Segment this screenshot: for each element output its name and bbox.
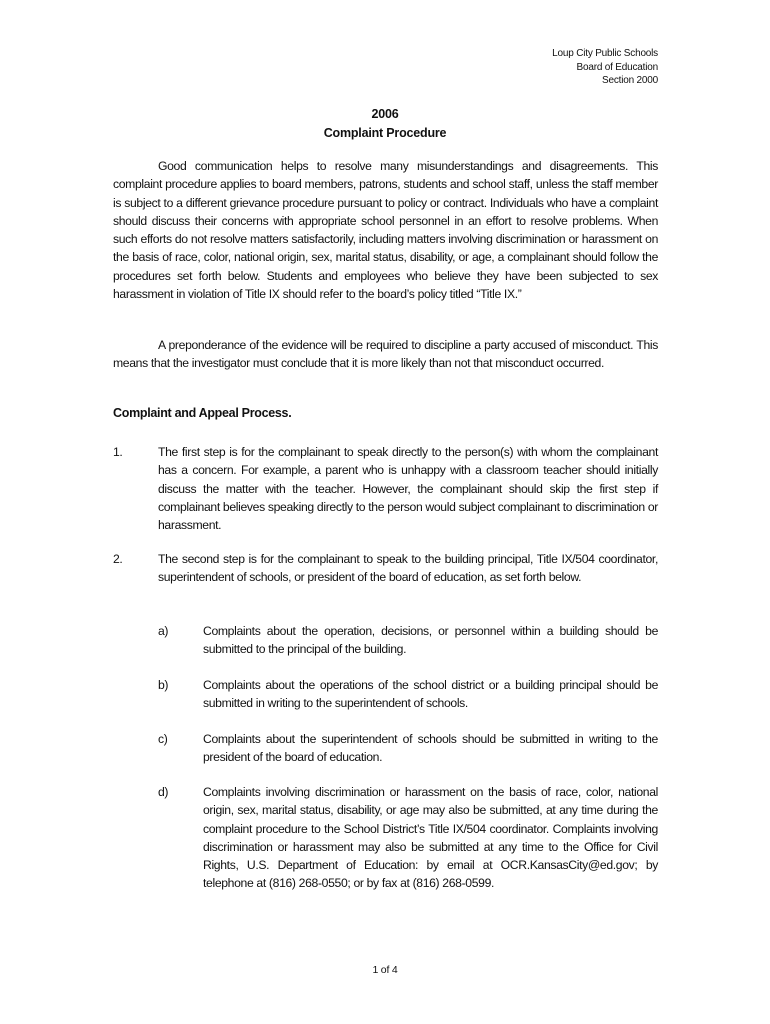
substep-letter: a) — [158, 624, 169, 638]
substep-letter: c) — [158, 732, 168, 746]
step-number: 1. — [113, 445, 123, 459]
section-heading: Complaint and Appeal Process. — [113, 406, 292, 420]
policy-title — [0, 105, 770, 143]
step-number: 2. — [113, 552, 123, 566]
substep-text: Complaints about the operations of the school district or a building principal should be submitted in writing to the superintendent of schools. — [203, 678, 658, 711]
substep-letter: d) — [158, 785, 169, 799]
evidence-paragraph: A preponderance of the evidence will be required to discipline a party accused of misconduct. This means that the investigator must conclude that it is more likely than not that misconduct occurred. — [113, 338, 658, 371]
substep-text: Complaints involving discrimination or harassment on the basis of race, color, national origin, sex, marital status, disability, or age may also be submitted, at any time during the complaint procedure to the School District’s Title IX/504 coordinator. Complaints involving discrimination or harassment may also be submitted at any time to the Office for Civil Rights, U.S. Department of Education: by email at OCR.KansasCity@ed.gov; by telephone at (816) 268-0550; or by fax at (816) 268-0599. — [203, 785, 658, 891]
policy-number: 2006 — [371, 107, 399, 121]
policy-name: Complaint Procedure — [323, 126, 447, 140]
header-section: Section 2000 — [602, 75, 658, 86]
header-board: Board of Education — [576, 61, 658, 73]
step-text: The first step is for the complainant to speak directly to the person(s) with whom the complainant has a concern. For example, a parent who is unhappy with a classroom teacher should initially discuss the matter with the teacher. However, the complainant should skip the first step if complainant believes speaking directly to the person would subject complainant to discrimination or harassment. — [158, 445, 658, 533]
substep-letter: b) — [158, 678, 169, 692]
step-text: The second step is for the complainant to speak to the building principal, Title IX/504 coordinator, superintendent of schools, or president of the board of education, as set forth below. — [158, 552, 658, 585]
document-header — [552, 47, 658, 88]
page-number: 1 of 4 — [372, 964, 398, 976]
header-district: Loup City Public Schools — [552, 48, 658, 59]
substep-text: Complaints about the superintendent of schools should be submitted in writing to the president of the board of education. — [203, 732, 658, 765]
substep-text: Complaints about the operation, decisions, or personnel within a building should be submitted to the principal of the building. — [203, 624, 658, 657]
intro-paragraph: Good communication helps to resolve many misunderstandings and disagreements. This complaint procedure applies to board members, patrons, students and school staff, unless the staff member is subject to a different grievance procedure pursuant to policy or contract. Individuals who have a complaint should discuss their concerns with appropriate school personnel in an effort to resolve problems. When such efforts do not resolve matters satisfactorily, including matters involving discrimination or harassment on the basis of race, color, national origin, sex, marital status, disability, or age, a complainant should follow the procedures set forth below. Students and employees who believe they have been subjected to sex harassment in violation of Title IX should refer to the board’s policy titled “Title IX.” — [113, 159, 658, 302]
